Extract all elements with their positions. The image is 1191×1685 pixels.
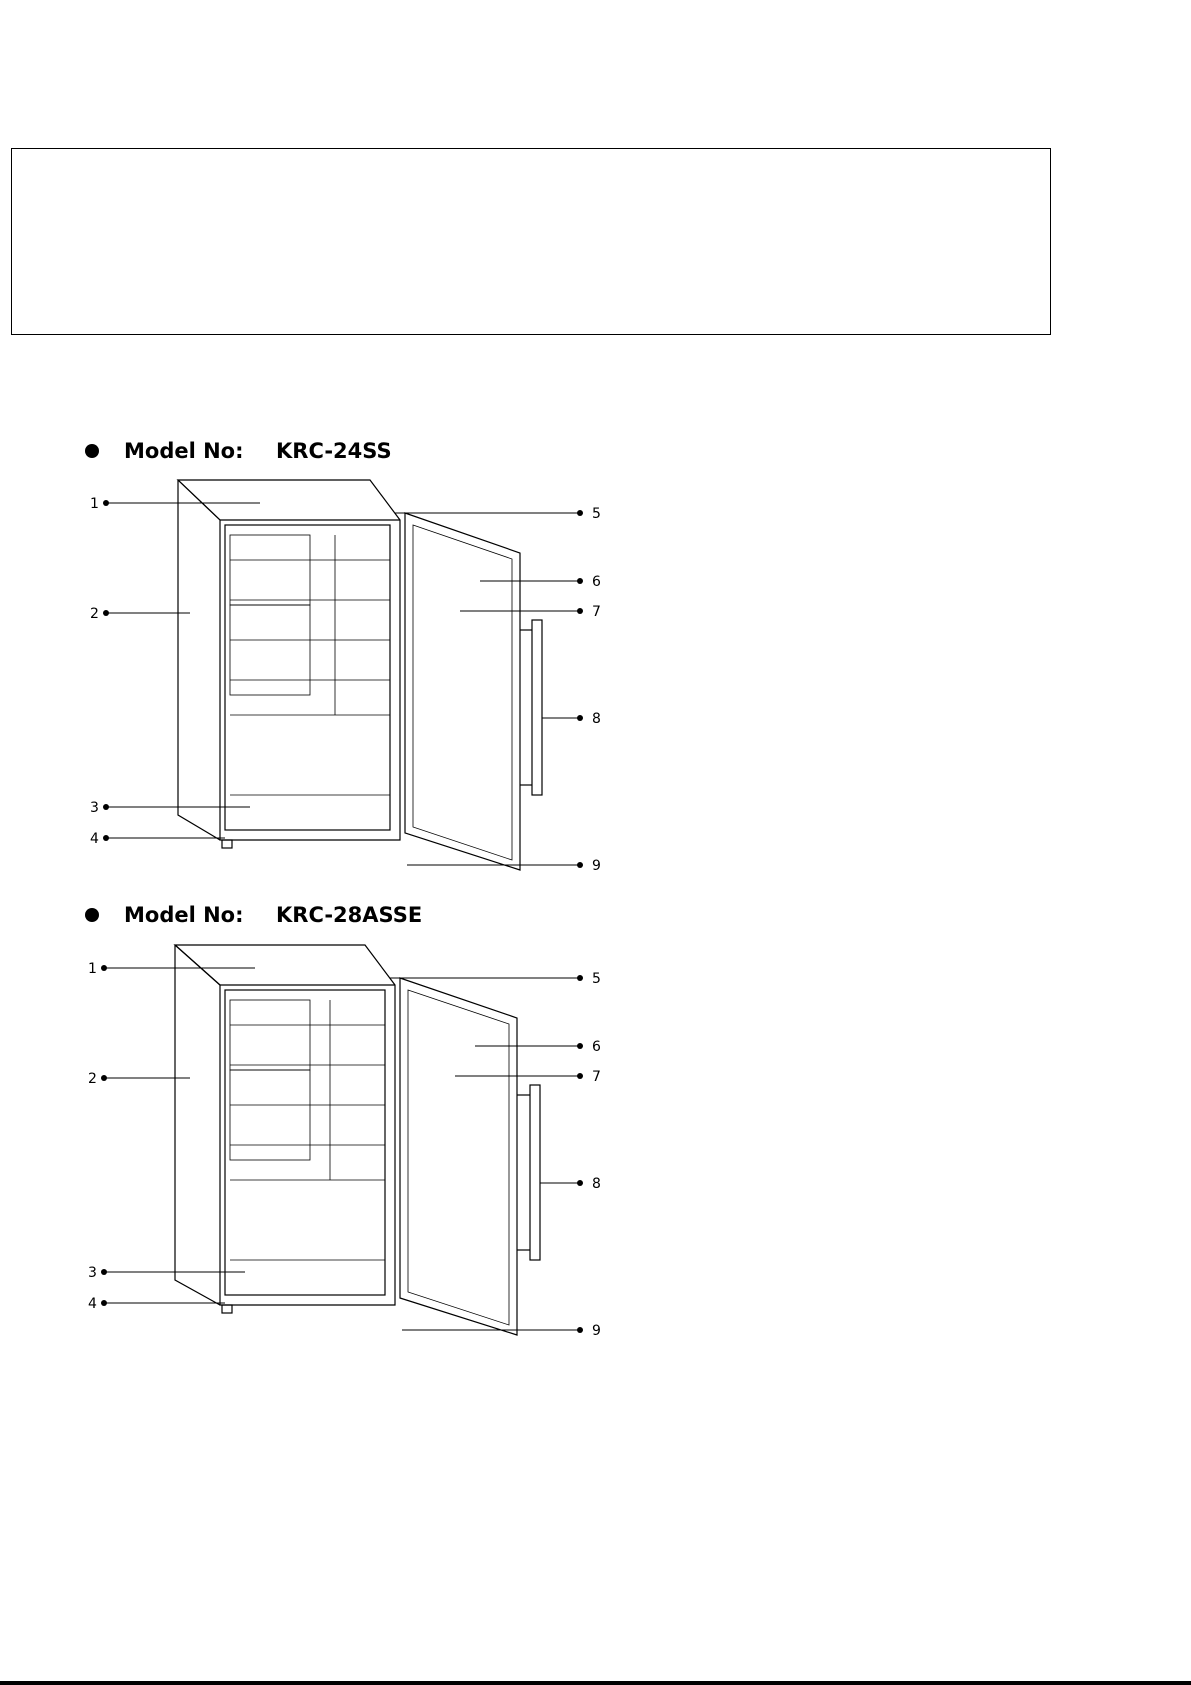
callout-6: 6	[592, 1039, 601, 1055]
model-heading-krc-28asse	[85, 900, 422, 930]
callout-1: 1	[88, 961, 97, 977]
bullet-icon	[85, 908, 99, 922]
callout-3: 3	[90, 800, 99, 816]
callout-2: 2	[90, 606, 99, 622]
wine-cooler-drawing	[80, 930, 620, 1350]
model-number: KRC-24SS	[276, 439, 392, 463]
callout-6: 6	[592, 574, 601, 590]
callout-9: 9	[592, 1323, 601, 1339]
callout-1: 1	[90, 496, 99, 512]
callout-8: 8	[592, 1176, 601, 1192]
wine-cooler-drawing	[80, 465, 620, 885]
page-bottom-rule	[0, 1681, 1191, 1685]
callout-8: 8	[592, 711, 601, 727]
wine-cooler-diagram-krc-28asse	[80, 930, 620, 1350]
callout-2: 2	[88, 1071, 97, 1087]
callout-7: 7	[592, 1069, 601, 1085]
callout-9: 9	[592, 858, 601, 874]
callout-5: 5	[592, 506, 601, 522]
model-number: KRC-28ASSE	[276, 903, 423, 927]
callout-4: 4	[90, 831, 99, 847]
model-label: Model No:	[124, 903, 244, 927]
callout-4: 4	[88, 1296, 97, 1312]
wine-cooler-diagram-krc-24ss	[80, 465, 620, 885]
callout-3: 3	[88, 1265, 97, 1281]
callout-5: 5	[592, 971, 601, 987]
bullet-icon	[85, 444, 99, 458]
model-heading-krc-24ss	[85, 436, 392, 466]
callout-7: 7	[592, 604, 601, 620]
model-label: Model No:	[124, 439, 244, 463]
empty-bordered-box	[11, 148, 1051, 335]
